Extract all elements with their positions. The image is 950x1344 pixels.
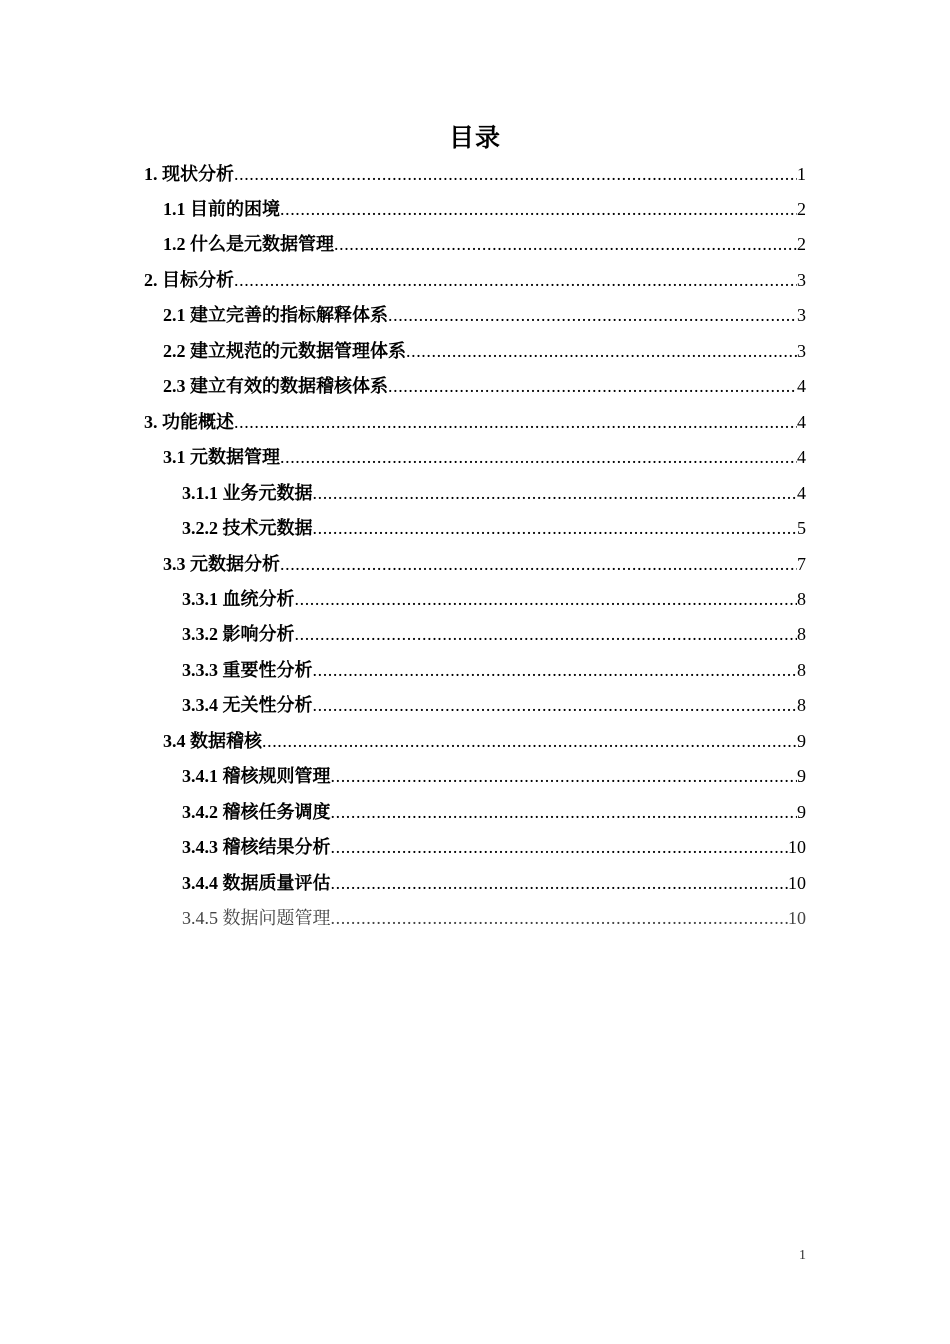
toc-entry-page: 9 — [797, 766, 806, 786]
toc-entry-label: 3.2.2 技术元数据 — [182, 518, 313, 538]
toc-entry-3-2-2[interactable] — [182, 514, 806, 542]
toc-entry-label: 3.3.3 重要性分析 — [182, 660, 313, 680]
toc-entry-label: 3.3 元数据分析 — [163, 554, 280, 574]
toc-entry-page: 5 — [797, 518, 806, 538]
toc-entry-3-3-2[interactable] — [182, 620, 806, 648]
toc-entry-page: 8 — [797, 589, 806, 609]
toc-entry-label: 3.1 元数据管理 — [163, 447, 280, 467]
toc-entry-page: 2 — [797, 234, 806, 254]
toc-entry-3-1[interactable] — [163, 443, 806, 471]
toc-entry-3-3-1[interactable] — [182, 585, 806, 613]
toc-entry-2[interactable] — [144, 266, 806, 294]
toc-entry-page: 4 — [797, 447, 806, 467]
toc-title: 目录 — [448, 125, 501, 152]
dot-leader — [388, 372, 797, 400]
dot-leader — [388, 301, 797, 329]
toc-entry-3[interactable] — [144, 408, 806, 436]
toc-entry-2-1[interactable] — [163, 301, 806, 329]
toc-entry-3-4-1[interactable] — [182, 762, 806, 790]
toc-entry-label: 2. 目标分析 — [144, 270, 234, 290]
dot-leader — [295, 620, 798, 648]
toc-entry-page: 3 — [797, 305, 806, 325]
toc-entry-1-1[interactable] — [163, 195, 806, 223]
toc-entry-label: 3.4.1 稽核规则管理 — [182, 766, 331, 786]
toc-entry-label: 1. 现状分析 — [144, 164, 234, 184]
dot-leader — [313, 514, 798, 542]
toc-entry-label: 3.1.1 业务元数据 — [182, 483, 313, 503]
dot-leader — [280, 195, 797, 223]
toc-entry-page: 8 — [797, 695, 806, 715]
toc-entry-label: 3.4.2 稽核任务调度 — [182, 802, 331, 822]
toc-entry-label: 2.1 建立完善的指标解释体系 — [163, 305, 388, 325]
toc-entry-3-4-3[interactable] — [182, 833, 806, 861]
dot-leader — [331, 833, 789, 861]
toc-entry-3-4-4[interactable] — [182, 869, 806, 897]
toc-entry-label: 3.4 数据稽核 — [163, 731, 262, 751]
dot-leader — [331, 904, 789, 932]
toc-entry-page: 3 — [797, 270, 806, 290]
toc-entry-label: 2.2 建立规范的元数据管理体系 — [163, 341, 406, 361]
dot-leader — [313, 656, 798, 684]
dot-leader — [280, 443, 797, 471]
dot-leader — [313, 691, 798, 719]
toc-entry-3-4-2[interactable] — [182, 798, 806, 826]
dot-leader — [262, 727, 797, 755]
toc-entry-page: 10 — [788, 837, 806, 857]
dot-leader — [295, 585, 798, 613]
toc-entry-1-2[interactable] — [163, 230, 806, 258]
toc-entry-label: 3.3.4 无关性分析 — [182, 695, 313, 715]
toc-entry-label: 3.3.1 血统分析 — [182, 589, 295, 609]
dot-leader — [234, 160, 797, 188]
toc-entry-1[interactable] — [144, 160, 806, 188]
dot-leader — [313, 479, 798, 507]
dot-leader — [334, 230, 797, 258]
toc-entry-label: 3.4.4 数据质量评估 — [182, 873, 331, 893]
dot-leader — [406, 337, 797, 365]
toc-entry-3-1-1[interactable] — [182, 479, 806, 507]
dot-leader — [331, 869, 789, 897]
toc-entry-page: 10 — [788, 908, 806, 928]
dot-leader — [234, 266, 797, 294]
toc-entry-3-4[interactable] — [163, 727, 806, 755]
toc-entry-page: 2 — [797, 199, 806, 219]
toc-entry-label: 3.4.3 稽核结果分析 — [182, 837, 331, 857]
dot-leader — [331, 798, 798, 826]
toc-entry-page: 4 — [797, 376, 806, 396]
toc-entry-page: 8 — [797, 660, 806, 680]
toc-entry-label: 3. 功能概述 — [144, 412, 234, 432]
toc-entry-3-4-5[interactable] — [182, 904, 806, 932]
toc-entry-3-3-4[interactable] — [182, 691, 806, 719]
toc-entry-label: 1.1 目前的困境 — [163, 199, 280, 219]
toc-entry-label: 1.2 什么是元数据管理 — [163, 234, 334, 254]
dot-leader — [280, 550, 797, 578]
toc-entry-page: 8 — [797, 624, 806, 644]
toc-entry-label: 3.4.5 数据问题管理 — [182, 908, 331, 928]
toc-entry-page: 3 — [797, 341, 806, 361]
toc-entry-2-2[interactable] — [163, 337, 806, 365]
toc-entry-2-3[interactable] — [163, 372, 806, 400]
toc-entry-page: 9 — [797, 802, 806, 822]
toc-entry-page: 4 — [797, 412, 806, 432]
toc-entry-page: 9 — [797, 731, 806, 751]
dot-leader — [234, 408, 797, 436]
toc-entry-label: 2.3 建立有效的数据稽核体系 — [163, 376, 388, 396]
toc-entry-3-3[interactable] — [163, 550, 806, 578]
page-number: 1 — [799, 1248, 806, 1263]
toc-entry-page: 4 — [797, 483, 806, 503]
toc-entry-page: 1 — [797, 164, 806, 184]
toc-entry-label: 3.3.2 影响分析 — [182, 624, 295, 644]
toc-entry-page: 7 — [797, 554, 806, 574]
dot-leader — [331, 762, 798, 790]
toc-entry-page: 10 — [788, 873, 806, 893]
toc-entry-3-3-3[interactable] — [182, 656, 806, 684]
